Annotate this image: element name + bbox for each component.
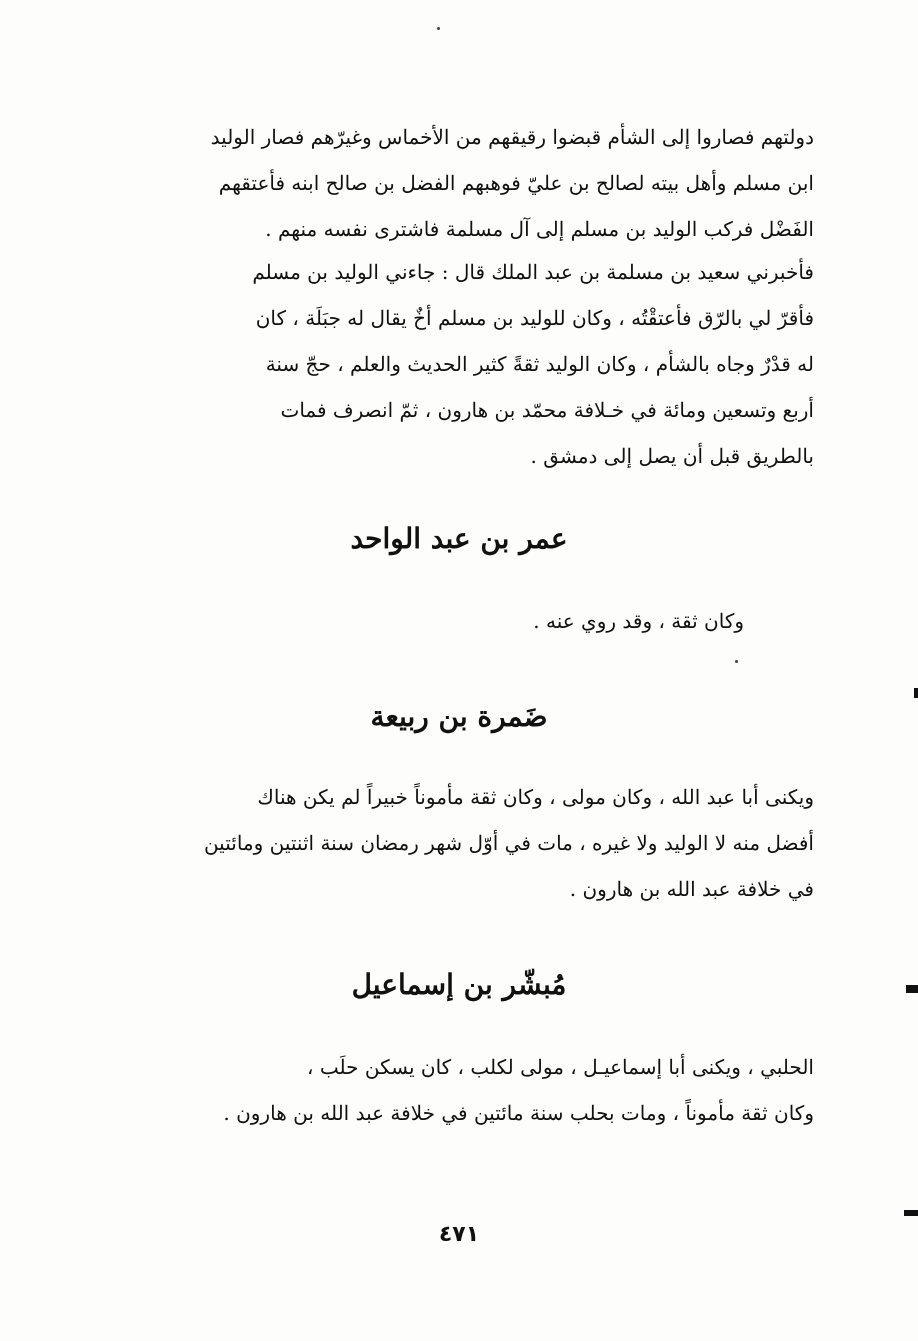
- paragraph-4: [102, 774, 814, 912]
- scan-speck: [735, 660, 738, 663]
- paragraph-2: [102, 249, 814, 479]
- scan-speck: [437, 27, 440, 30]
- paragraph-1: [102, 114, 814, 252]
- text-line: الفَضْل فركب الوليد بن مسلم إلى آل مسلمة فاشترى نفسه منهم .: [265, 217, 814, 241]
- text-line: الحلبي ، ويكنى أبا إسماعيـل ، مولى لكلب ، كان يسكن حلَب ،: [307, 1055, 814, 1079]
- text-line: وكان ثقة مأموناً ، ومات بحلب سنة مائتين في خلافة عبد الله بن هارون .: [223, 1101, 814, 1125]
- text-line: له قدْرٌ وجاه بالشأم ، وكان الوليد ثقةً كثير الحديث والعلم ، حجّ سنة: [265, 352, 814, 376]
- paragraph-5: [102, 1044, 814, 1136]
- text-line: فأقرّ لي بالرّق فأعتقْتُه ، وكان للوليد بن مسلم أخٌ يقال له جبَلَة ، كان: [255, 306, 814, 330]
- section-heading: ضَمرة بن ربيعة: [370, 700, 548, 733]
- section-heading: مُبشّر بن إسماعيل: [351, 968, 567, 1001]
- text-line: أفضل منه لا الوليد ولا غيره ، مات في أوّل شهر رمضان سنة اثنتين ومائتين: [203, 831, 814, 855]
- text-line: في خلافة عبد الله بن هارون .: [569, 877, 814, 901]
- scan-edge-mark: [906, 985, 918, 993]
- text-line: فأخبرني سعيد بن مسلمة بن عبد الملك قال : جاءني الوليد بن مسلم: [252, 260, 814, 284]
- text-line: أربع وتسعين ومائة في خـلافة محمّد بن هارون ، ثمّ انصرف فمات: [280, 398, 814, 422]
- page-number: ٤٧١: [438, 1222, 480, 1247]
- paragraph-3: [184, 598, 744, 644]
- scan-edge-mark: [914, 688, 918, 698]
- text-line: ويكنى أبا عبد الله ، وكان مولى ، وكان ثقة مأموناً خبيراً لم يكن هناك: [257, 785, 814, 809]
- text-line: وكان ثقة ، وقد روي عنه .: [533, 609, 744, 633]
- scan-edge-mark: [904, 1210, 918, 1216]
- section-heading: عمر بن عبد الواحد: [350, 522, 568, 555]
- text-line: دولتهم فصاروا إلى الشأم قبضوا رقيقهم من الأخماس وغيرّهم فصار الوليد: [210, 125, 814, 149]
- text-line: بالطريق قبل أن يصل إلى دمشق .: [530, 444, 814, 468]
- text-line: ابن مسلم وأهل بيته لصالح بن عليّ فوهبهم الفضل بن صالح ابنه فأعتقهم: [218, 171, 814, 195]
